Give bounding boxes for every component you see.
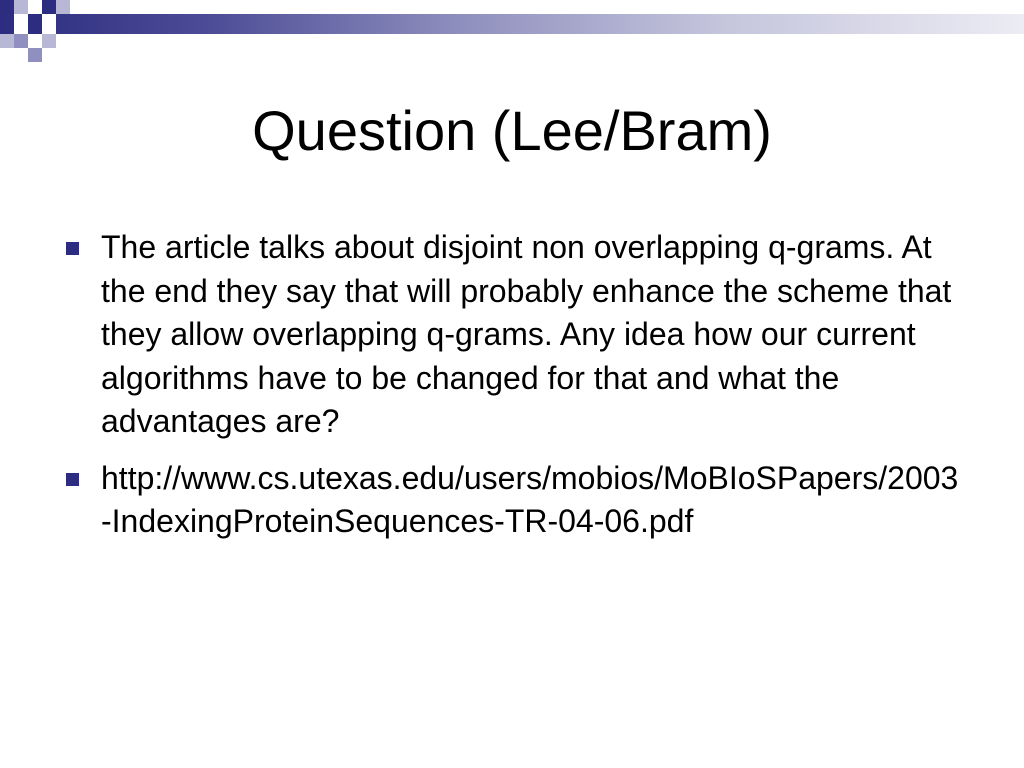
- slide-title: Question (Lee/Bram): [252, 99, 772, 162]
- decor-square: [28, 48, 42, 62]
- decor-square: [42, 0, 56, 14]
- decor-square: [14, 14, 28, 34]
- bullet-item: [66, 457, 966, 544]
- header-decoration-band: [0, 14, 1024, 34]
- decor-square: [0, 34, 14, 48]
- bullet-item: [66, 226, 966, 444]
- decor-square: [0, 0, 14, 14]
- square-bullet-icon: [66, 473, 79, 486]
- decor-square: [14, 34, 28, 48]
- decor-square: [14, 0, 28, 14]
- decor-square: [42, 14, 56, 34]
- decor-square: [28, 14, 42, 34]
- square-bullet-icon: [66, 242, 79, 255]
- bullet-text: The article talks about disjoint non overlapping q-grams. At the end they say that will probably enhance the scheme that they allow overlapping q-grams. Any idea how our current algorithms have to be changed for that and what the advantages are?: [101, 229, 952, 439]
- bullet-list: [66, 226, 966, 557]
- decor-square: [42, 34, 56, 48]
- decor-square: [56, 0, 70, 14]
- bullet-link[interactable]: http://www.cs.utexas.edu/users/mobios/MoBIoSPapers/2003-IndexingProteinSequences-TR-04-06.pdf: [101, 459, 959, 539]
